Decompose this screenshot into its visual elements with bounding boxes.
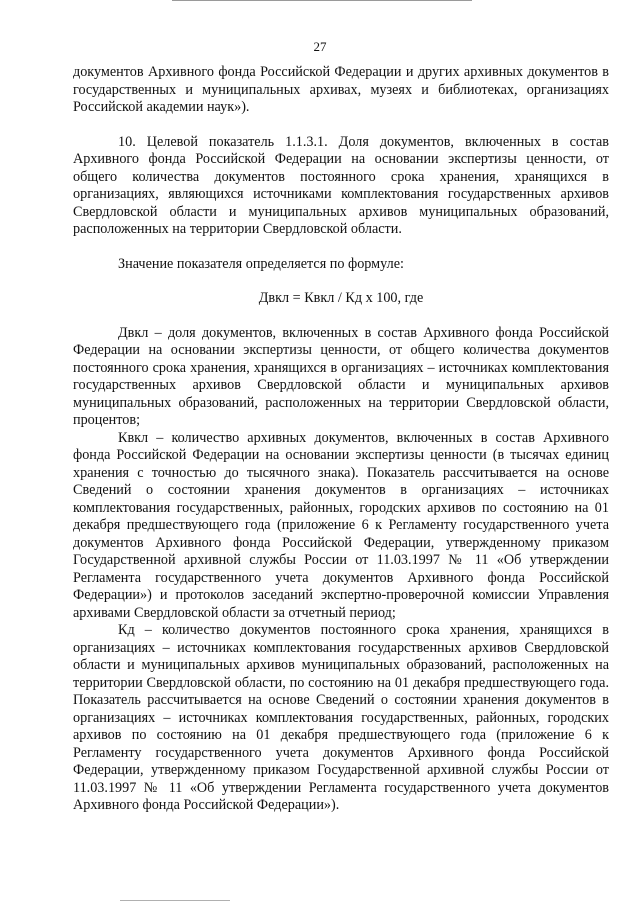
formula: Двкл = Квкл / Кд х 100, где	[258, 290, 424, 306]
page-number: 27	[313, 39, 327, 54]
paragraph-gap	[73, 239, 609, 256]
bottom-scan-edge	[120, 900, 230, 901]
paragraph-target-indicator: 10. Целевой показатель 1.1.3.1. Доля документов, включенных в состав Архивного фонда Российской Федерации на основании экспертизы ценности, от общего количества документов постоянного срока хранения, хранящихся в организациях, являющихся источниками комплектования государственных архивов Свердловской области и муниципальных архивов муниципальных образований, расположенных на территории Свердловской области.	[73, 133, 609, 237]
paragraph-formula-intro: Значение показателя определяется по формуле:	[118, 255, 404, 272]
paragraph-gap	[73, 273, 609, 290]
paragraph-gap	[73, 117, 609, 134]
definition-kvkl: Квкл – количество архивных документов, включенных в состав Архивного фонда Российской Федерации на основании экспертизы ценности (в тысячах единиц хранения с точностью до тысячного знака). Показатель рассчитывается на основе Сведений о состоянии хранения документов в организациях – источниках комплектования государственных, районных, городских архивов по состоянию на 01 декабря предшествующего года (приложение 6 к Регламенту государственного учета документов Архивного фонда Российской Федерации, утвержденному приказом Государственной архивной службы России от 11.03.1997 № 11 «Об утверждении Регламента государственного учета документов Архивного фонда Российской Федерации») и протоколов заседаний экспертно-проверочной комиссии Управления архивами Свердловской области за отчетный период;	[73, 429, 609, 621]
document-body	[73, 64, 609, 815]
paragraph-continuation: документов Архивного фонда Российской Федерации и других архивных документов в государственных и муниципальных архивах, музеях и библиотеках, организациях Российской академии наук»).	[73, 64, 609, 115]
definition-dvkl: Двкл – доля документов, включенных в состав Архивного фонда Российской Федерации на основании экспертизы ценности, от общего количества документов постоянного срока хранения, хранящихся в организациях – источниках комплектования государственных архивов Свердловской области и муниципальных архивов муниципальных образований, расположенных на территории Свердловской области, процентов;	[73, 324, 609, 428]
paragraph-gap	[73, 308, 609, 325]
definition-kd: Кд – количество документов постоянного срока хранения, хранящихся в организациях – источниках комплектования государственных архивов Свердловской области и муниципальных архивов муниципальных образований, расположенных на территории Свердловской области, по состоянию на 01 декабря предшествующего года. Показатель рассчитывается на основе Сведений о состоянии хранения документов в организациях – источниках комплектования государственных, районных, городских архивов по состоянию на 01 декабря предшествующего года (приложение 6 к Регламенту государственного учета документов Архивного фонда Российской Федерации, утвержденному приказом Государственной архивной службы России от 11.03.1997 № 11 «Об утверждении Регламента государственного учета документов Архивного фонда Российской Федерации»).	[73, 622, 609, 813]
top-scan-edge	[172, 0, 472, 1]
